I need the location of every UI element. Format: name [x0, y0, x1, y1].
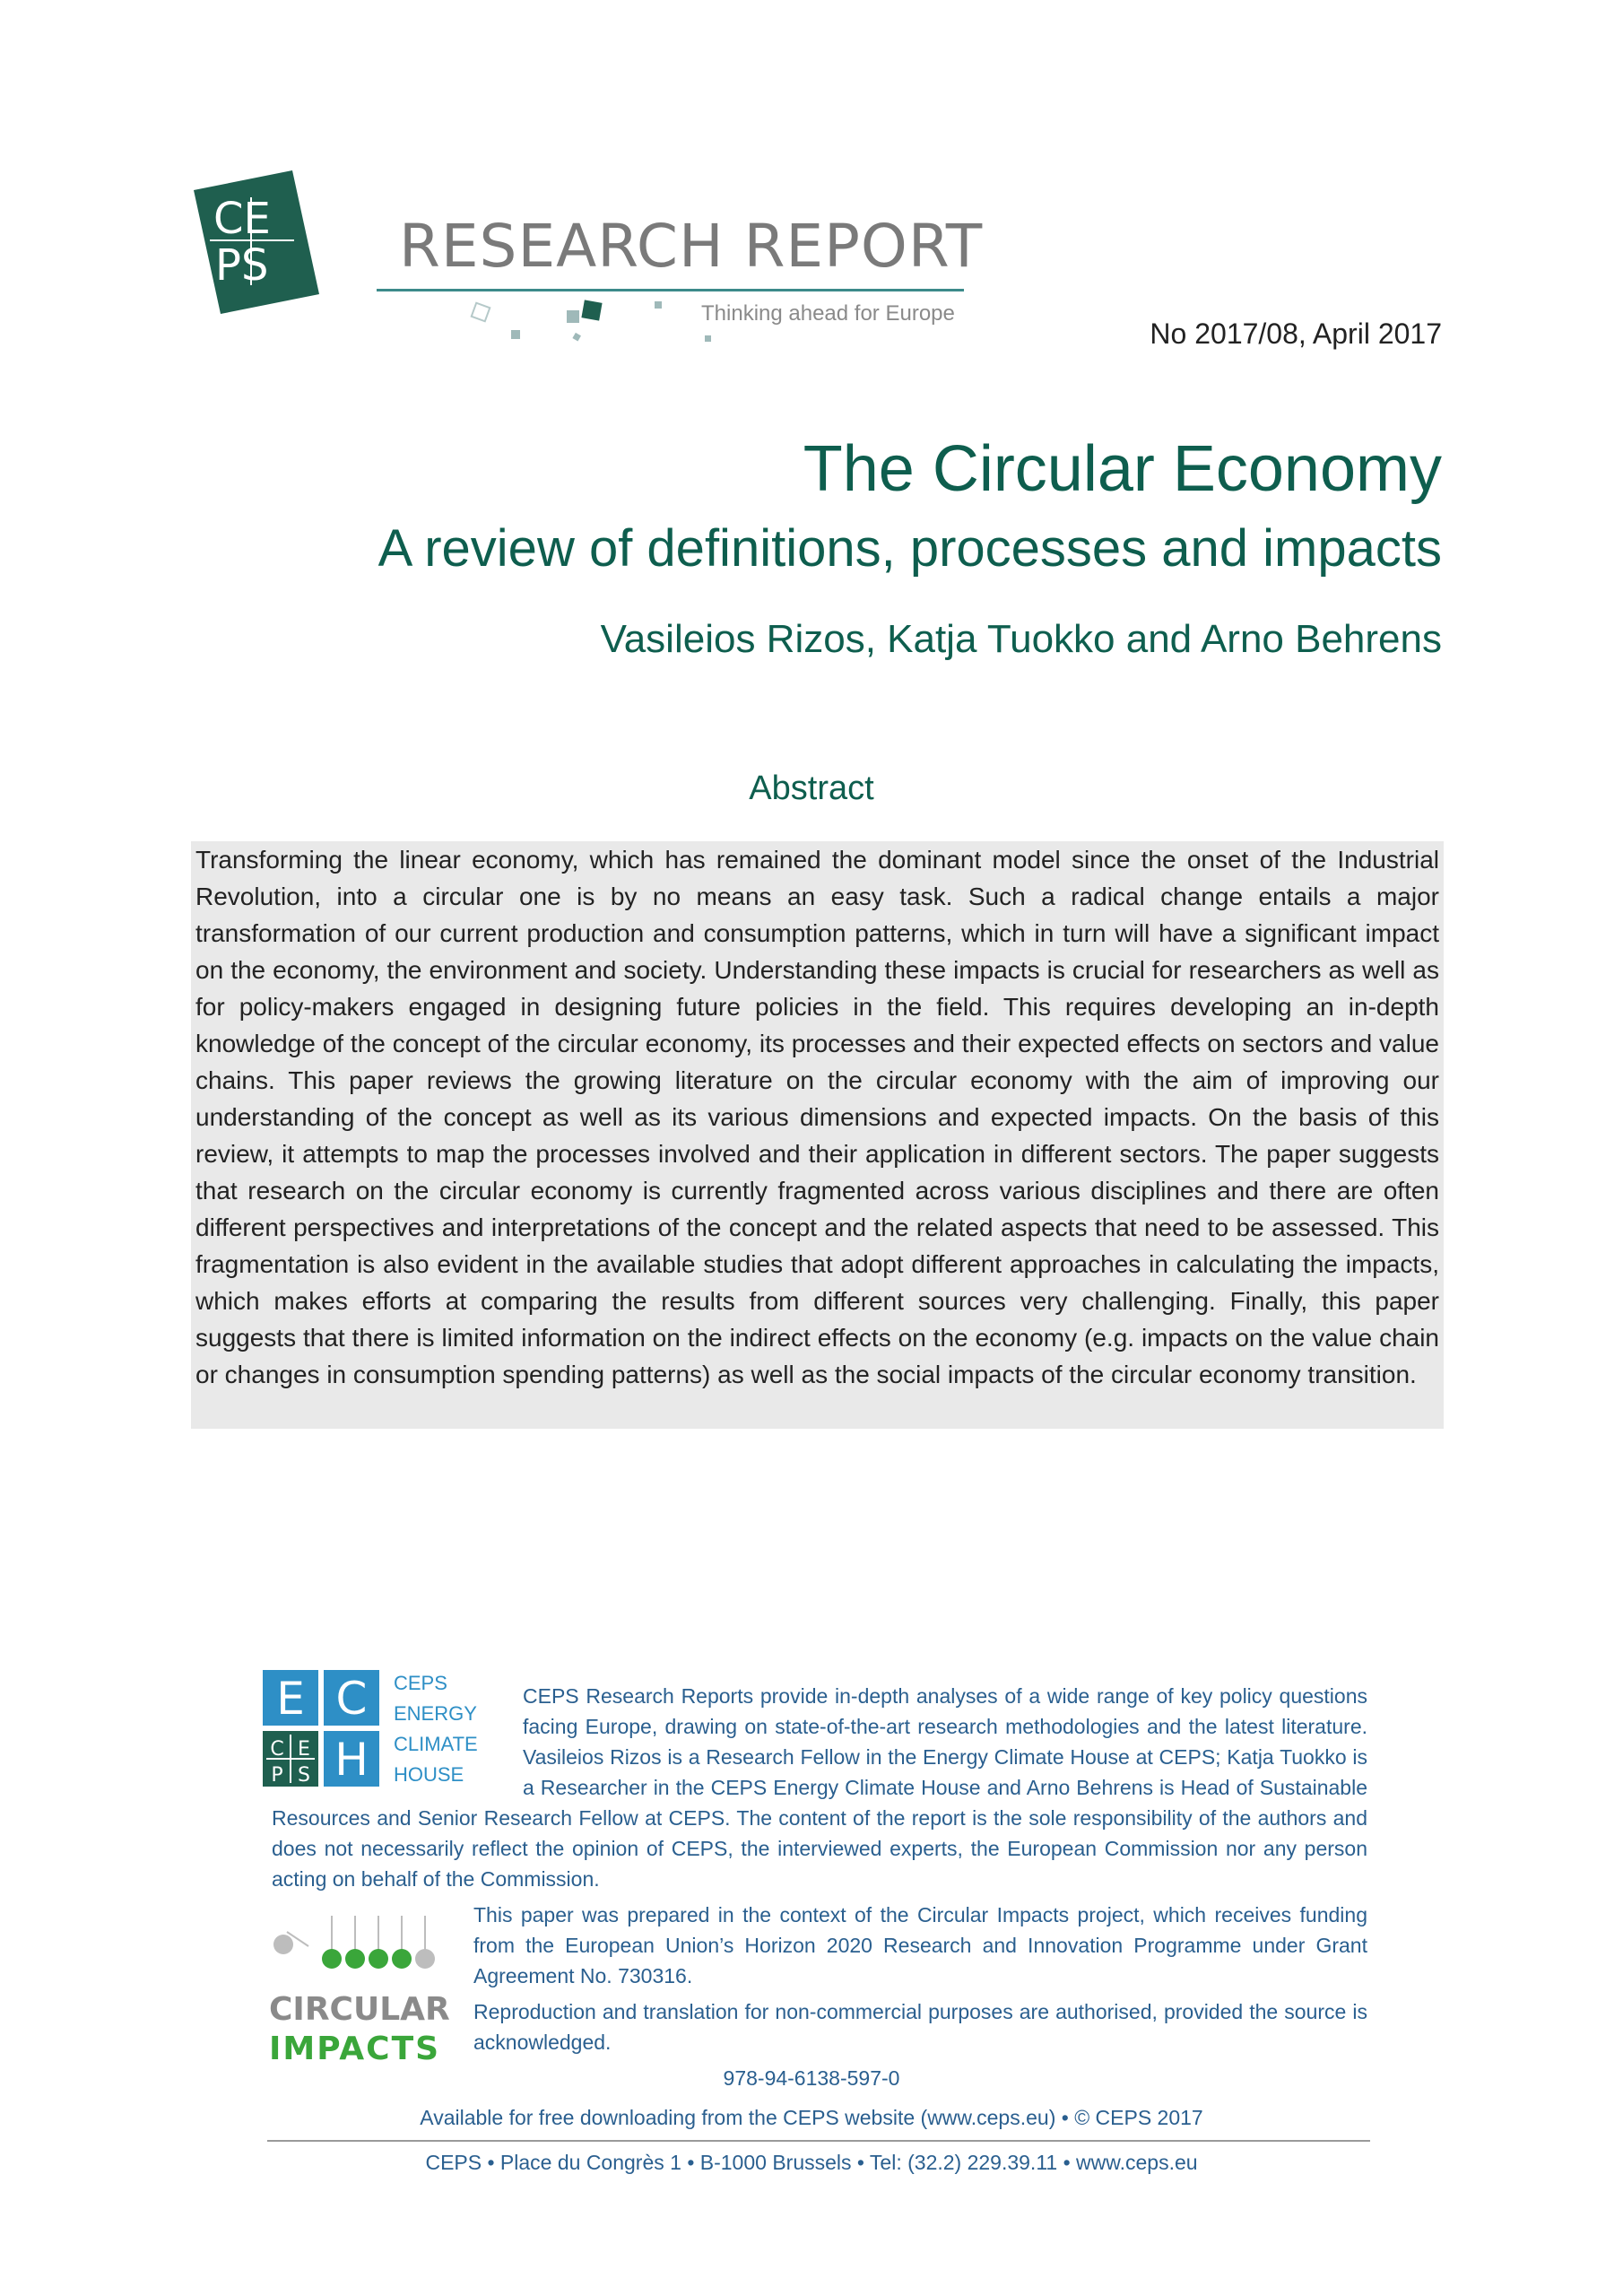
- series-title: RESEARCH REPORT: [399, 212, 984, 281]
- svg-text:CLIMATE: CLIMATE: [394, 1733, 478, 1755]
- svg-text:IMPACTS: IMPACTS: [269, 2031, 441, 2067]
- authors: Vasileios Rizos, Katja Tuokko and Arno Behrens: [600, 617, 1442, 661]
- svg-text:C: C: [335, 1673, 368, 1725]
- ceps-logo-text-bottom: PS: [215, 240, 269, 291]
- download-notice: Available for free downloading from the CEPS website (www.ceps.eu) • © CEPS 2017: [420, 2106, 1203, 2129]
- report-title: The Circular Economy: [803, 433, 1442, 505]
- tagline: Thinking ahead for Europe: [701, 301, 955, 326]
- abstract-text: Transforming the linear economy, which has remained the dominant model since the onset of the Industrial Revolution, into a circular one is by no means an easy task. Such a radical change entails a major transformation of our current production and consumption patterns, which in turn will have a significant impact on the economy, the environment and society. Understanding these impacts is crucial for researchers as well as for policy-makers engaged in designing future policies in the field. This requires developing an in-depth knowledge of the concept of the circular economy, its processes and their expected effects on sectors and value chains. This paper reviews the growing literature on the circular economy with the aim of improving our understanding of the concept as well as its various dimensions and expected impacts. On the basis of this review, it attempts to map the processes involved and their application in different sectors. The paper suggests that research on the circular economy is currently fragmented across various disciplines and there are often different perspectives and interpretations of the concept and the related aspects that need to be assessed. This fragmentation is also evident in the available studies that adopt different approaches in calculating the impacts, which makes efforts at comparing the results from different sources very challenging. Finally, this paper suggests that there is limited information on the indirect effects on the economy (e.g. impacts on the value chain or changes in consumption spending patterns) as well as the social impacts of the circular economy transition.: [195, 846, 1439, 1388]
- reproduction-notice: Reproduction and translation for non-commercial purposes are authorised, provided the source is acknowledged.: [473, 2000, 1367, 2054]
- ceps-logo-text-top: CE: [213, 194, 271, 244]
- circular-impacts-logo: [269, 1916, 457, 2068]
- svg-text:E: E: [276, 1673, 305, 1725]
- decorative-squares-icon: [466, 298, 726, 352]
- svg-text:HOUSE: HOUSE: [394, 1763, 464, 1786]
- svg-text:ENERGY: ENERGY: [394, 1702, 477, 1725]
- issue-number: No 2017/08, April 2017: [1150, 317, 1442, 350]
- svg-text:E: E: [298, 1738, 310, 1761]
- abstract-heading: Abstract: [749, 770, 874, 807]
- ceps-logo: [194, 170, 319, 314]
- svg-text:CEPS: CEPS: [394, 1672, 447, 1694]
- svg-text:P: P: [271, 1764, 283, 1787]
- report-subtitle: A review of definitions, processes and impacts: [378, 519, 1442, 578]
- project-funding-paragraph: This paper was prepared in the context of the Circular Impacts project, which receives funding from the European Union’s Horizon 2020 Research and Innovation Programme under Grant Agreement No. 730316.: [473, 1903, 1367, 1987]
- isbn: 978-94-6138-597-0: [723, 2066, 900, 2090]
- svg-text:S: S: [298, 1764, 310, 1787]
- ceps-address: CEPS • Place du Congrès 1 • B-1000 Brussels • Tel: (32.2) 229.39.11 • www.ceps.eu: [425, 2151, 1198, 2174]
- header-divider: [377, 289, 964, 291]
- svg-text:C: C: [270, 1738, 284, 1761]
- footer-divider: [267, 2140, 1370, 2142]
- svg-text:CIRCULAR: CIRCULAR: [269, 1991, 450, 2028]
- ceps-info-paragraph: CEPS Research Reports provide in-depth analyses of a wide range of key policy questions facing Europe, drawing on state-of-the-art research methodologies and the latest literature. Vasileios Rizos is a Research Fellow in the Energy Climate House at CEPS; Katja Tuokko is a Researcher in the CEPS Energy Climate House and Arno Behrens is Head of Sustainable Resources and Senior Research Fellow at CEPS. The content of the report is the sole responsibility of the authors and does not necessarily reflect the opinion of CEPS, the interviewed experts, the European Commission nor any person acting on behalf of the Commission.: [272, 1684, 1367, 1891]
- svg-text:H: H: [334, 1734, 369, 1786]
